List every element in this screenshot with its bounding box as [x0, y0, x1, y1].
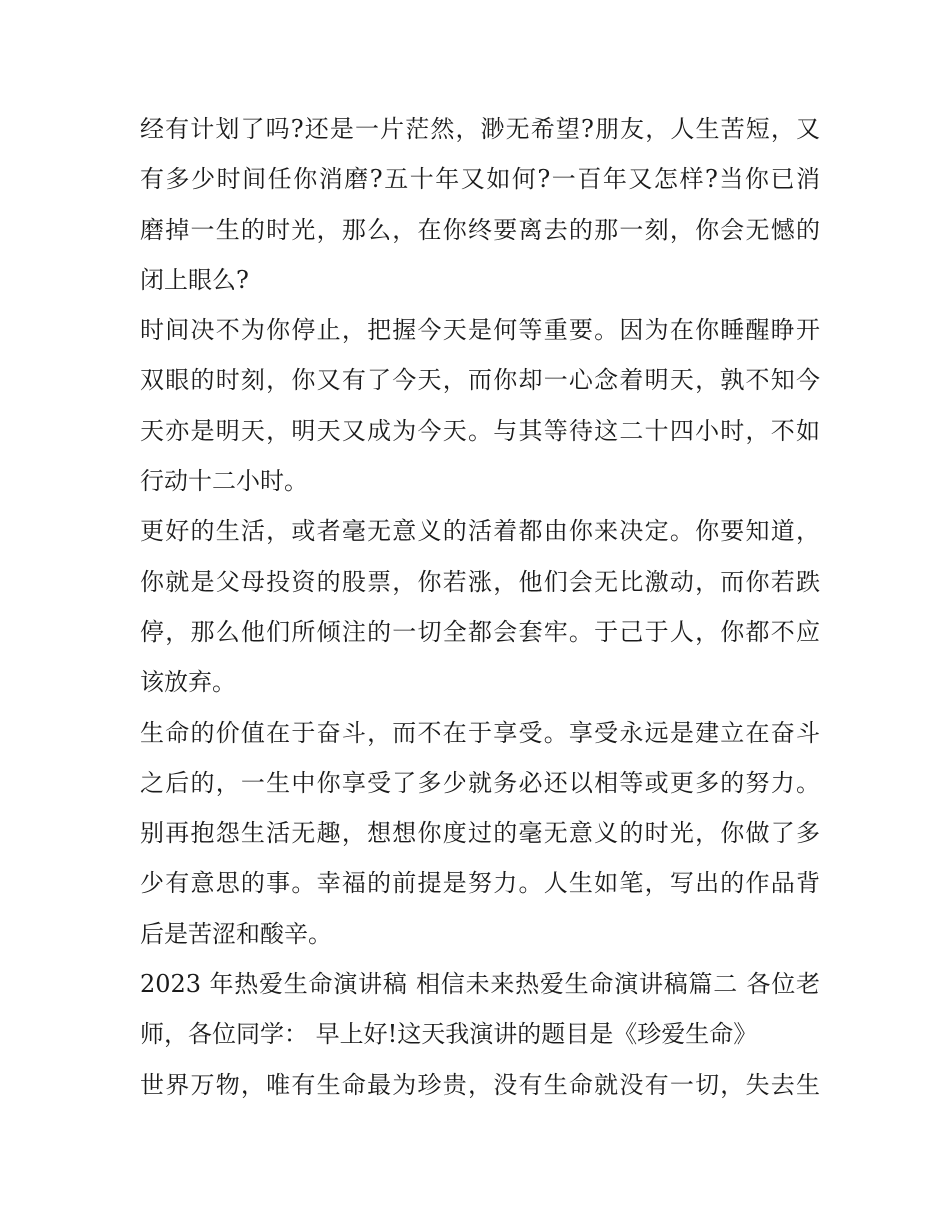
text-line: 磨掉一生的时光，那么，在你终要离去的那一刻，你会无憾的 [140, 215, 820, 244]
text-line: 有多少时间任你消磨?五十年又如何?一百年又怎样?当你已消 [140, 165, 820, 194]
text-line: 停，那么他们所倾注的一切全都会套牢。于己于人，你都不应 [140, 617, 820, 646]
text-line: 更好的生活，或者毫无意义的活着都由你来决定。你要知道， [140, 517, 820, 546]
text-line: 世界万物，唯有生命最为珍贵，没有生命就没有一切，失去生 [140, 1070, 820, 1099]
text-line: 后是苦涩和酸辛。 [140, 919, 332, 948]
text-line: 行动十二小时。 [140, 467, 308, 496]
document-body [140, 104, 820, 1110]
text-line: 别再抱怨生活无趣，想想你度过的毫无意义的时光，你做了多 [140, 819, 820, 848]
text-line: 你就是父母投资的股票，你若涨，他们会无比激动，而你若跌 [140, 567, 820, 596]
text-line: 之后的，一生中你享受了多少就务必还以相等或更多的努力。 [140, 768, 820, 797]
text-line: 闭上眼么? [140, 265, 249, 294]
text-line: 2023 年热爱生命演讲稿 相信未来热爱生命演讲稿篇二 各位老 [140, 970, 820, 999]
text-line: 师，各位同学： 早上好!这天我演讲的题目是《珍爱生命》 [140, 1020, 758, 1049]
text-line: 经有计划了吗?还是一片茫然，渺无希望?朋友，人生苦短，又 [140, 115, 820, 143]
text-line: 时间决不为你停止，把握今天是何等重要。因为在你睡醒睁开 [140, 316, 820, 345]
text-line: 双眼的时刻，你又有了今天，而你却一心念着明天，孰不知今 [140, 366, 820, 395]
text-line: 少有意思的事。幸福的前提是努力。人生如笔，写出的作品背 [140, 869, 820, 898]
text-line: 天亦是明天，明天又成为今天。与其等待这二十四小时，不如 [140, 416, 820, 445]
text-line: 该放弃。 [140, 668, 236, 697]
text-line: 生命的价值在于奋斗，而不在于享受。享受永远是建立在奋斗 [140, 718, 820, 747]
